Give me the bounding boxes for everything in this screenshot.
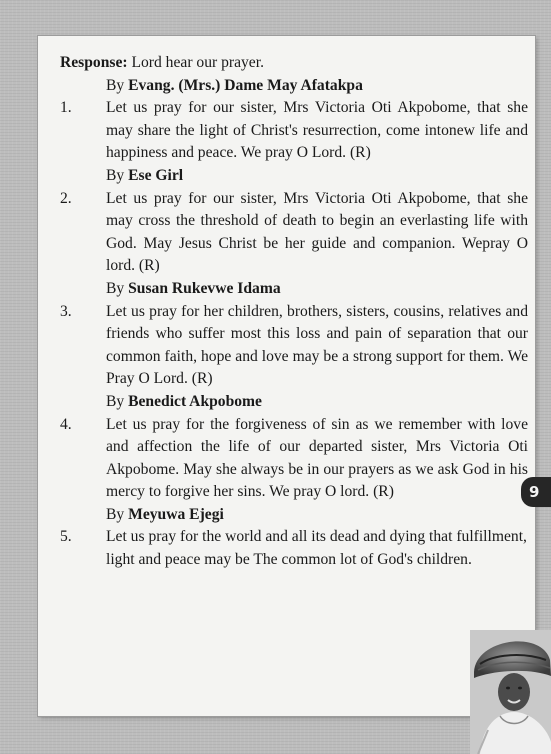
response-text: Lord hear our prayer. xyxy=(127,54,264,71)
prayer-item xyxy=(60,97,530,165)
portrait-image xyxy=(470,630,551,754)
reader-prefix: By xyxy=(106,392,129,410)
program-page xyxy=(38,36,535,716)
reader-line xyxy=(106,391,530,414)
prayer-of-the-faithful xyxy=(60,52,530,572)
prayer-item xyxy=(60,526,530,571)
response-line xyxy=(60,52,530,75)
reader-name: Susan Rukevwe Idama xyxy=(128,279,281,297)
reader-line xyxy=(106,165,530,188)
item-text: Let us pray for the world and all its dead and dying that fulfillment, light and peace may be The common lot of God's children. xyxy=(106,528,527,569)
reader-prefix: By xyxy=(106,166,129,184)
response-label: Response: xyxy=(60,54,128,71)
item-text: Let us pray for the forgiveness of sin as we remember with love and affection the life of our departed sister, Mrs Victoria Oti Akpobome. May she always be in our prayers as we ask God in his mercy to forgive her sins. We pray O lord. (R) xyxy=(106,415,528,501)
reader-name: Meyuwa Ejegi xyxy=(128,505,224,523)
item-number: 2. xyxy=(60,189,72,207)
reader-name: Ese Girl xyxy=(128,166,184,184)
portrait-photo xyxy=(470,630,551,754)
prayer-item xyxy=(60,414,530,504)
reader-prefix: By xyxy=(106,76,129,94)
reader-name: Benedict Akpobome xyxy=(128,392,262,410)
page-number-tab: 9 xyxy=(521,477,551,507)
prayer-item xyxy=(60,188,530,278)
item-text: Let us pray for her children, brothers, sisters, cousins, relatives and friends who suffer most this loss and pain of separation that our common faith, hope and love may be a strong support for them. We Pray O Lord. (R) xyxy=(106,302,528,388)
reader-line xyxy=(106,278,530,301)
item-text: Let us pray for our sister, Mrs Victoria Oti Akpobome, that she may share the light of Christ's resurrection, come intonew life and happiness and peace. We pray O Lord. (R) xyxy=(106,99,528,162)
item-number: 3. xyxy=(60,302,72,320)
reader-line xyxy=(106,504,530,527)
prayer-item xyxy=(60,301,530,391)
reader-prefix: By xyxy=(106,279,129,297)
item-number: 4. xyxy=(60,415,72,433)
reader-line xyxy=(106,75,530,98)
reader-prefix: By xyxy=(106,505,129,523)
item-text: Let us pray for our sister, Mrs Victoria Oti Akpobome, that she may cross the threshold of death to begin an everlasting life with God. May Jesus Christ be her guide and companion. Wepray O lord. (R) xyxy=(106,189,528,275)
item-number: 1. xyxy=(60,99,72,117)
reader-name: Evang. (Mrs.) Dame May Afatakpa xyxy=(128,76,363,94)
item-number: 5. xyxy=(60,528,72,546)
